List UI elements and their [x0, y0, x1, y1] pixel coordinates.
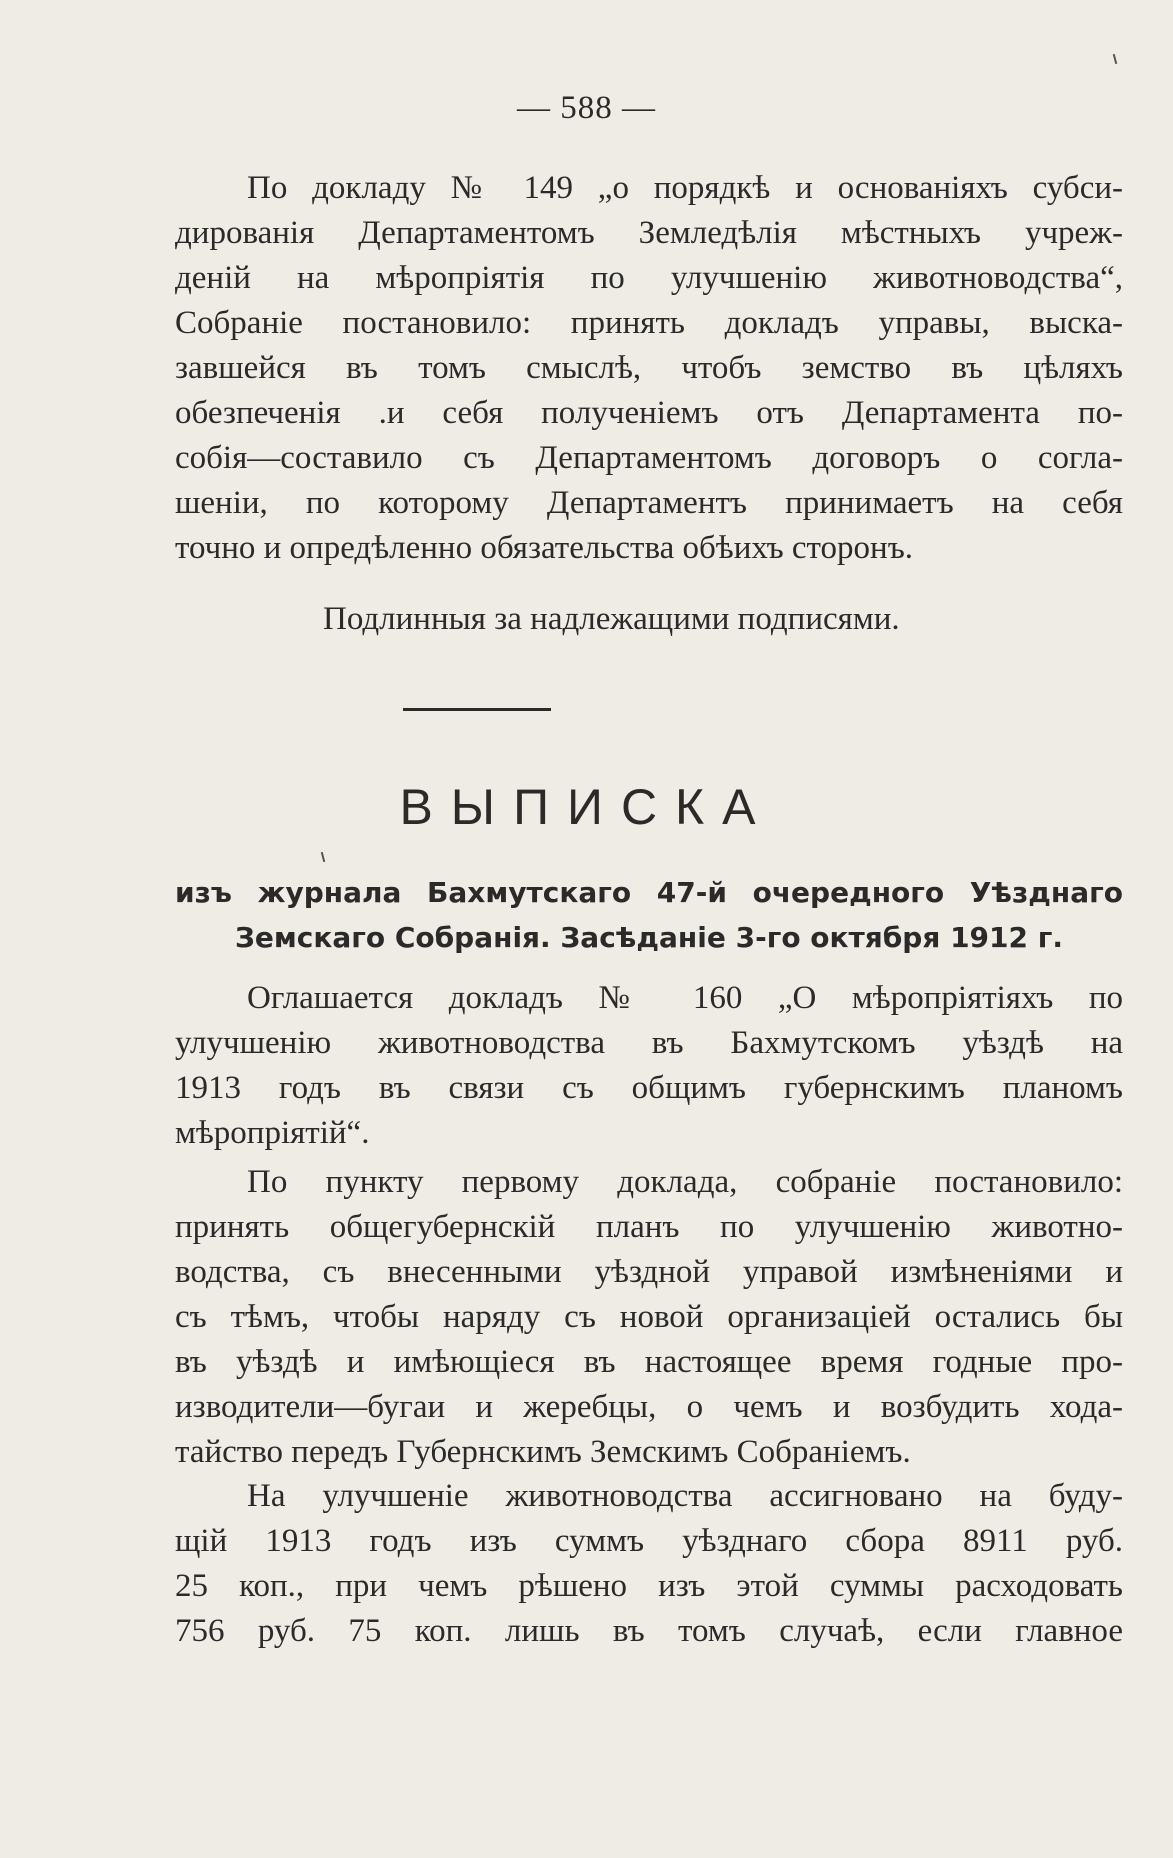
text-line: деній на мѣропріятія по улучшенію животноводства“,	[175, 260, 1123, 296]
paragraph-first-point	[175, 1160, 1123, 1475]
paragraph-report-160	[175, 976, 1123, 1156]
text-line: въ уѣздѣ и имѣющіеся въ настоящее время годные про-	[175, 1344, 1123, 1380]
text-line: водства, съ внесенными уѣздной управой измѣненіями и	[175, 1254, 1123, 1290]
text-line: шеніи, по которому Департаментъ принимаетъ на себя	[175, 485, 1123, 521]
text-line: принять общегубернскій планъ по улучшенію животно-	[175, 1209, 1123, 1245]
text-line: завшейся въ томъ смыслѣ, чтобъ земство въ цѣляхъ	[175, 350, 1123, 386]
text-line: улучшенію животноводства въ Бахмутскомъ уѣздѣ на	[175, 1025, 1123, 1061]
subheading-line: изъ журнала Бахмутскаго 47-й очередного Уѣзднаго	[175, 876, 1123, 909]
text-line: тайство передъ Губернскимъ Земскимъ Собраніемъ.	[175, 1434, 911, 1470]
text-line: Оглашается докладъ № 160 „О мѣропріятіяхъ по	[247, 980, 1123, 1016]
text-line: На улучшеніе животноводства ассигновано на буду-	[247, 1478, 1123, 1514]
text-line: Собраніе постановило: принять докладъ управы, выска-	[175, 305, 1123, 341]
print-speck	[1113, 54, 1118, 64]
text-line: По докладу № 149 „о порядкѣ и основаніяхъ субси-	[247, 170, 1123, 206]
section-divider	[403, 708, 551, 711]
print-speck	[321, 852, 326, 862]
text-line: точно и опредѣленно обязательства обѣихъ сторонъ.	[175, 530, 914, 566]
text-line: щій 1913 годъ изъ суммъ уѣзднаго сбора 8911 руб.	[175, 1523, 1123, 1559]
paragraph-report-149	[175, 166, 1123, 571]
text-line: изводители—бугаи и жеребцы, о чемъ и возбудить хода-	[175, 1389, 1123, 1425]
section-subheading	[175, 870, 1123, 960]
text-line: 1913 годъ въ связи съ общимъ губернскимъ планомъ	[175, 1070, 1123, 1106]
text-line: собія—составило съ Департаментомъ договоръ о согла-	[175, 440, 1123, 476]
text-line: 756 руб. 75 коп. лишь въ томъ случаѣ, если главное	[175, 1613, 1123, 1649]
subheading-line: Земскаго Собранія. Засѣданіе 3-го октября 1912 г.	[234, 921, 1064, 954]
text-line: дированія Департаментомъ Земледѣлія мѣстныхъ учреж-	[175, 215, 1123, 251]
text-line: мѣропріятій“.	[175, 1115, 370, 1151]
text-line: съ тѣмъ, чтобы наряду съ новой организаціей остались бы	[175, 1299, 1123, 1335]
paragraph-allocation	[175, 1474, 1123, 1654]
section-heading: ВЫПИСКА	[399, 779, 774, 835]
page-number: — 588 —	[517, 90, 656, 126]
text-line: 25 коп., при чемъ рѣшено изъ этой суммы расходовать	[175, 1568, 1123, 1604]
text-line: По пункту первому доклада, собраніе постановило:	[247, 1164, 1123, 1200]
signature-note: Подлинныя за надлежащими подписями.	[323, 601, 900, 637]
text-line: обезпеченія .и себя полученіемъ отъ Департамента по-	[175, 395, 1123, 431]
